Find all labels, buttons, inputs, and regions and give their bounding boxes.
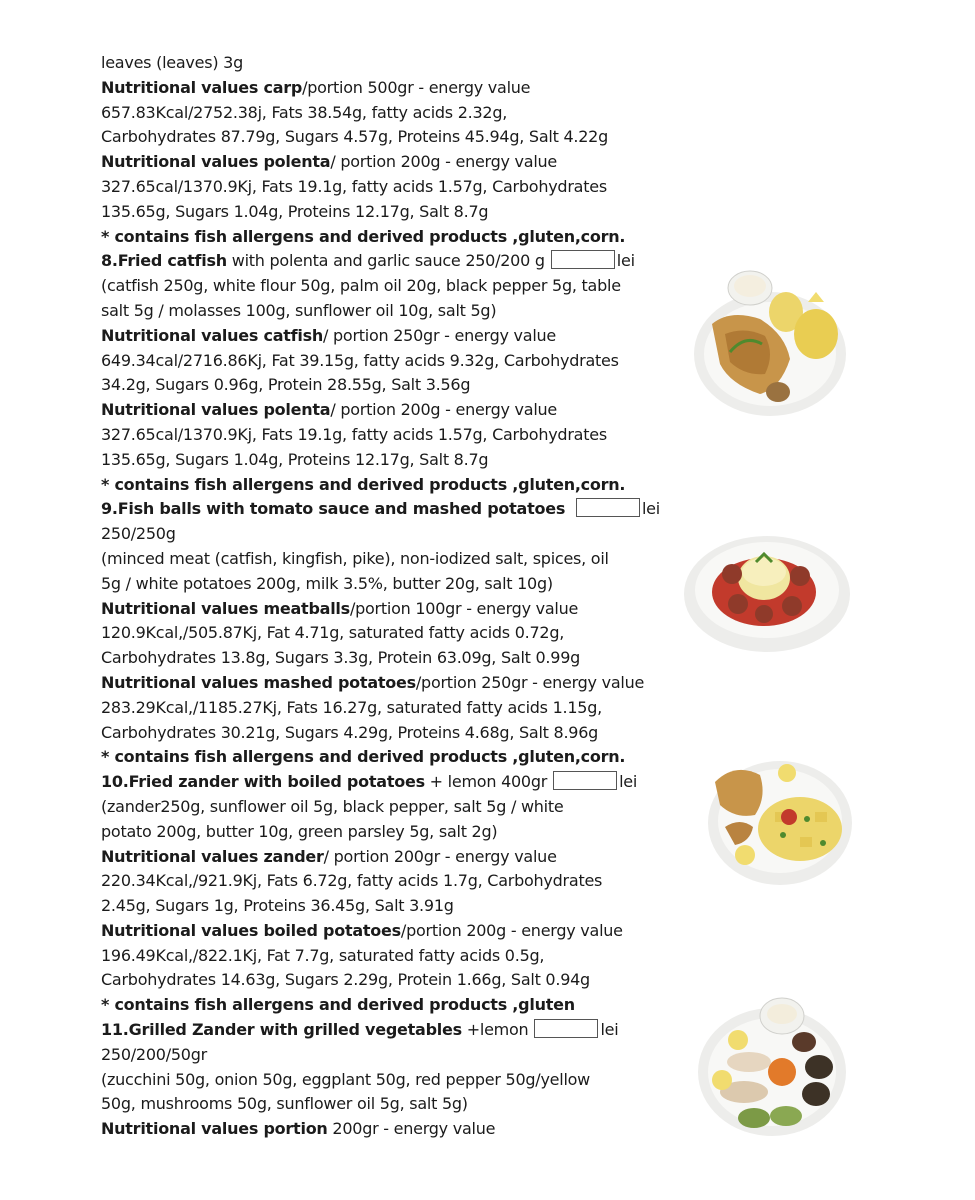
text-line (101, 671, 681, 696)
bold-label: * contains fish allergens and derived products ,gluten (101, 995, 575, 1015)
text-line (101, 101, 681, 126)
bold-label: * contains fish allergens and derived products ,gluten,corn. (101, 226, 626, 246)
text-line (101, 919, 681, 944)
line-text: potato 200g, butter 10g, green parsley 5g, salt 2g) (101, 821, 498, 841)
line-text: 657.83Kcal/2752.38j, Fats 38.54g, fatty acids 2.32g, (101, 102, 508, 122)
line-text: leaves (leaves) 3g (101, 53, 243, 72)
text-line (101, 944, 681, 969)
bold-label: * contains fish allergens and derived products ,gluten,corn. (101, 474, 626, 494)
text-line (101, 894, 681, 919)
line-text: (zucchini 50g, onion 50g, eggplant 50g, red pepper 50g/yellow (101, 1069, 591, 1089)
bold-label: Nutritional values boiled potatoes (101, 920, 401, 940)
bold-label: Nutritional values portion (101, 1119, 328, 1139)
line-text: Carbohydrates 14.63g, Sugars 2.29g, Protein 1.66g, Salt 0.94g (101, 970, 590, 990)
text-line (101, 968, 681, 993)
price-box (576, 498, 640, 517)
line-text: salt 5g / molasses 100g, sunflower oil 10g, salt 5g) (101, 300, 497, 320)
line-text: /portion 100gr - energy value (349, 598, 579, 618)
line-text: /portion 500gr - energy value (302, 77, 531, 97)
line-text: Carbohydrates 30.21g, Sugars 4.29g, Proteins 4.68g, Salt 8.96g (101, 722, 599, 742)
fried-catfish-image (690, 264, 850, 424)
price-box (534, 1019, 598, 1038)
price-box (553, 771, 617, 790)
line-text: Carbohydrates 87.79g, Sugars 4.57g, Proteins 45.94g, Salt 4.22g (101, 127, 608, 147)
text-line (101, 1092, 681, 1117)
line-text: 120.9Kcal,/505.87Kj, Fat 4.71g, saturated fatty acids 0.72g, (101, 623, 565, 643)
text-line (101, 349, 681, 374)
text-line (101, 448, 681, 473)
line-text (565, 499, 570, 518)
text-line (101, 175, 681, 200)
text-line (101, 150, 681, 175)
bold-label: Nutritional values meatballs (101, 598, 350, 618)
line-text: 649.34cal/2716.86Kj, Fat 39.15g, fatty acids 9.32g, Carbohydrates (101, 350, 619, 370)
line-text: 220.34Kcal,/921.9Kj, Fats 6.72g, fatty acids 1.7g, Carbohydrates (101, 871, 603, 891)
line-text: 2.45g, Sugars 1g, Proteins 36.45g, Salt 3.91g (101, 896, 454, 916)
line-text: +lemon (461, 1020, 529, 1040)
bold-label: * contains fish allergens and derived products ,gluten,corn. (101, 747, 626, 767)
text-line (101, 869, 681, 894)
line-text: 50g, mushrooms 50g, sunflower oil 5g, salt 5g) (101, 1094, 468, 1114)
line-text: / portion 200g - energy value (330, 152, 558, 172)
text-line (101, 274, 681, 299)
bold-label: Nutritional values polenta (101, 400, 331, 420)
line-text: / portion 200g - energy value (330, 400, 558, 420)
line-text: 250/200/50gr (101, 1044, 207, 1064)
bold-label: 10.Fried zander with boiled potatoes (101, 772, 425, 792)
text-line (101, 373, 681, 398)
text-line (101, 795, 681, 820)
line-text: + lemon 400gr (424, 772, 548, 792)
text-line (101, 324, 681, 349)
line-text: 5g / white potatoes 200g, milk 3.5%, butter 20g, salt 10g) (101, 573, 553, 593)
line-text: with polenta and garlic sauce 250/200 g (226, 251, 545, 271)
text-line (101, 497, 681, 522)
text-line (101, 522, 681, 547)
currency-label: lei (619, 772, 638, 792)
text-line (101, 473, 681, 498)
bold-label: 9.Fish balls with tomato sauce and mashed potatoes (101, 499, 566, 519)
text-line (101, 51, 681, 76)
text-line (101, 745, 681, 770)
line-text: (catfish 250g, white flour 50g, palm oil 20g, black pepper 5g, table (101, 276, 621, 296)
line-text: (zander250g, sunflower oil 5g, black pepper, salt 5g / white (101, 796, 564, 816)
bold-label: 11.Grilled Zander with grilled vegetables (101, 1020, 462, 1040)
line-text: Carbohydrates 13.8g, Sugars 3.3g, Protein 63.09g, Salt 0.99g (101, 648, 581, 668)
text-line (101, 597, 681, 622)
text-line (101, 1043, 681, 1068)
line-text: / portion 200gr - energy value (323, 846, 557, 866)
fried-zander-image (705, 757, 855, 889)
text-line (101, 423, 681, 448)
line-text: 200gr - energy value (327, 1119, 496, 1139)
line-text: 135.65g, Sugars 1.04g, Proteins 12.17g, Salt 8.7g (101, 201, 489, 221)
bold-label: Nutritional values zander (101, 846, 324, 866)
text-line (101, 225, 681, 250)
line-text: 327.65cal/1370.9Kj, Fats 19.1g, fatty acids 1.57g, Carbohydrates (101, 424, 607, 444)
bold-label: Nutritional values catfish (101, 325, 324, 345)
bold-label: Nutritional values mashed potatoes (101, 672, 416, 692)
text-line (101, 572, 681, 597)
text-line (101, 1117, 681, 1142)
menu-text (101, 51, 681, 1142)
fish-balls-image (682, 532, 852, 657)
line-text: /portion 250gr - energy value (415, 672, 645, 692)
bold-label: Nutritional values carp (101, 77, 303, 97)
line-text: 327.65cal/1370.9Kj, Fats 19.1g, fatty acids 1.57g, Carbohydrates (101, 176, 607, 196)
text-line (101, 76, 681, 101)
text-line (101, 621, 681, 646)
text-line (101, 696, 681, 721)
text-line (101, 200, 681, 225)
text-line (101, 820, 681, 845)
text-line (101, 1018, 681, 1043)
bold-label: 8.Fried catfish (101, 251, 227, 271)
price-box (551, 250, 615, 269)
text-line (101, 1068, 681, 1093)
text-line (101, 249, 681, 274)
line-text: 196.49Kcal,/822.1Kj, Fat 7.7g, saturated fatty acids 0.5g, (101, 945, 545, 965)
text-line (101, 646, 681, 671)
line-text: (minced meat (catfish, kingfish, pike), non-iodized salt, spices, oil (101, 548, 609, 568)
line-text: 250/250g (101, 524, 176, 544)
line-text: 283.29Kcal,/1185.27Kj, Fats 16.27g, saturated fatty acids 1.15g, (101, 697, 602, 717)
line-text: / portion 250gr - energy value (323, 325, 557, 345)
text-line (101, 125, 681, 150)
line-text: 135.65g, Sugars 1.04g, Proteins 12.17g, Salt 8.7g (101, 449, 489, 469)
text-line (101, 398, 681, 423)
text-line (101, 721, 681, 746)
line-text: /portion 200g - energy value (400, 920, 623, 940)
text-line (101, 993, 681, 1018)
currency-label: lei (616, 251, 635, 271)
bold-label: Nutritional values polenta (101, 152, 331, 172)
text-line (101, 770, 681, 795)
text-line (101, 547, 681, 572)
text-line (101, 299, 681, 324)
currency-label: lei (600, 1020, 619, 1040)
line-text: 34.2g, Sugars 0.96g, Protein 28.55g, Salt 3.56g (101, 375, 471, 395)
text-line (101, 845, 681, 870)
grilled-zander-image (694, 992, 854, 1142)
currency-label: lei (641, 499, 660, 519)
